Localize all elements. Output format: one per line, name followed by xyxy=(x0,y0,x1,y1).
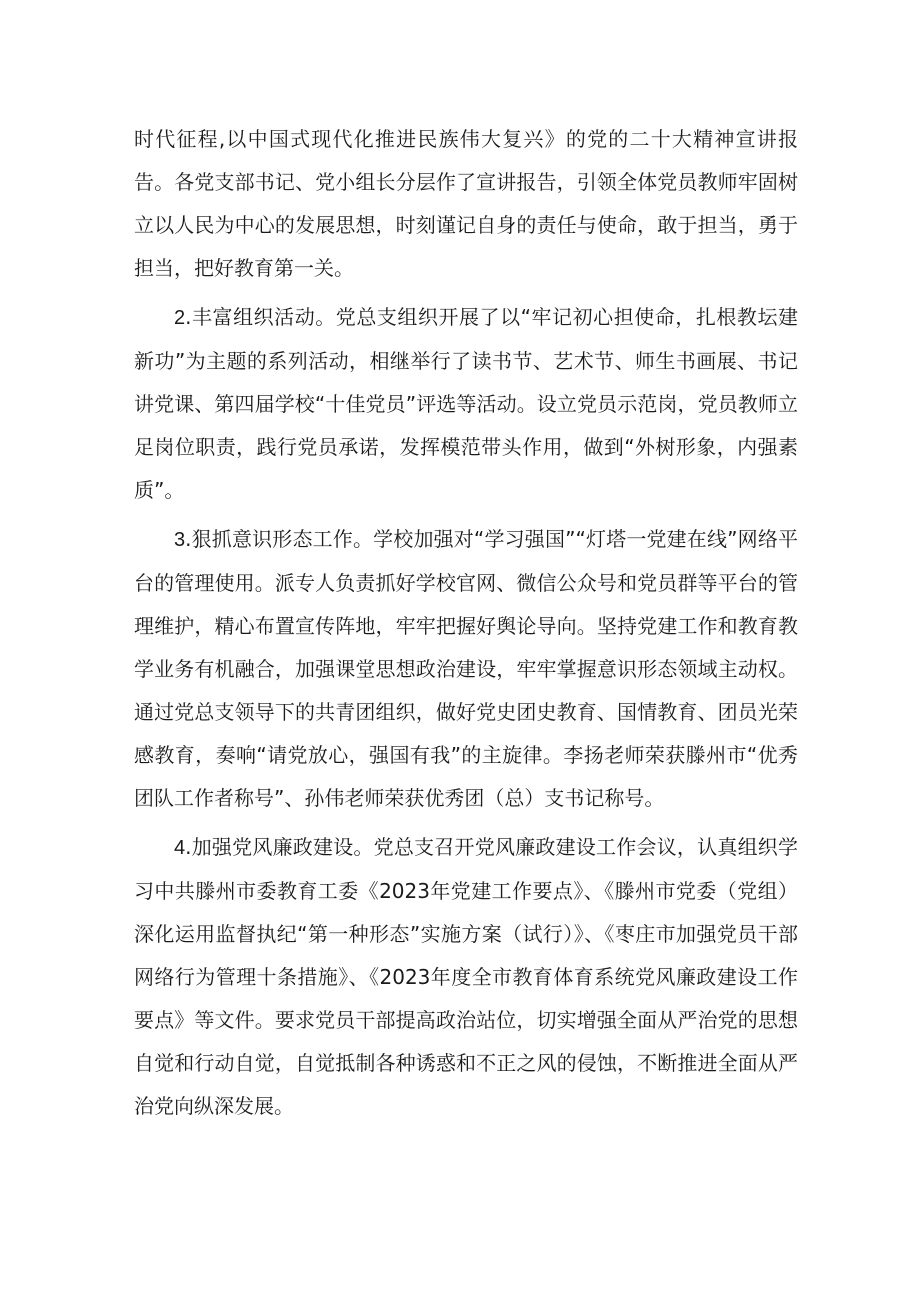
paragraph-text: .狠抓意识形态工作。学校加强对“学习强国”“灯塔一党建在线”网络平台的管理使用。派专人负责抓好学校官网、微信公众号和党员群等平台的管理维护，精心布置宣传阵地，牢牢把握好舆论导向。坚持党建工作和教育教学业务有机融合，加强课堂思想政治建设，牢牢掌握意识形态领域主动权。通过党总支领导下的共青团组织，做好党史团史教育、国情教育、团员光荣感教育，奏响“请党放心，强国有我”的主旋律。李扬老师荣获滕州市“优秀团队工作者称号”、孙伟老师荣获优秀团（总）支书记称号。 xyxy=(134,527,798,810)
body-text xyxy=(134,118,798,1134)
paragraph-number: 2 xyxy=(174,307,186,329)
paragraph-number: 4 xyxy=(174,837,186,859)
paragraph-number: 3 xyxy=(174,529,186,551)
paragraph-continuation xyxy=(134,118,798,290)
paragraph-item-2 xyxy=(134,296,798,512)
paragraph-text: .丰富组织活动。党总支组织开展了以“牢记初心担使命，扎根教坛建新功”为主题的系列活动，相继举行了读书节、艺术节、师生书画展、书记讲党课、第四届学校“十佳党员”评选等活动。设立党员示范岗，党员教师立足岗位职责，践行党员承诺，发挥模范带头作用，做到“外树形象，内强素质”。 xyxy=(134,305,798,502)
paragraph-item-3 xyxy=(134,518,798,820)
paragraph-text: 时代征程,以中国式现代化推进民族伟大复兴》的党的二十大精神宣讲报告。各党支部书记、党小组长分层作了宣讲报告，引领全体党员教师牢固树立以人民为中心的发展思想，时刻谨记自身的责任与使命，敢于担当，勇于担当，把好教育第一关。 xyxy=(134,127,798,280)
paragraph-item-4 xyxy=(134,826,798,1128)
paragraph-text: .加强党风廉政建设。党总支召开党风廉政建设工作会议，认真组织学习中共滕州市委教育工委《2023年党建工作要点》、《滕州市党委（党组）深化运用监督执纪“第一种形态”实施方案（试行）》、《枣庄市加强党员干部网络行为管理十条措施》、《2023年度全市教育体育系统党风廉政建设工作要点》等文件。要求党员干部提高政治站位，切实增强全面从严治党的思想自觉和行动自觉，自觉抵制各种诱惑和不正之风的侵蚀，不断推进全面从严治党向纵深发展。 xyxy=(134,835,798,1118)
